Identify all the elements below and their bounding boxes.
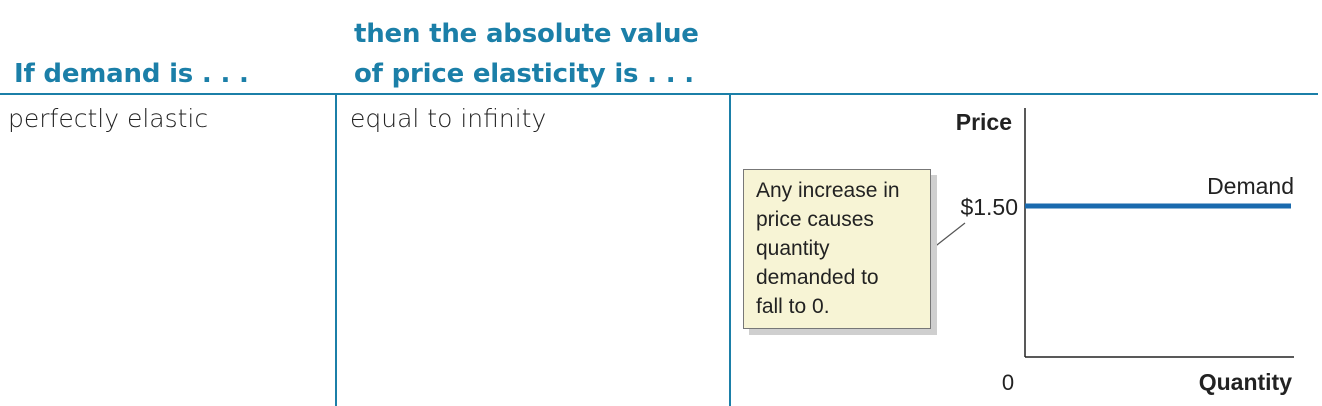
callout-line: price causes	[756, 208, 874, 231]
origin-label: 0	[1001, 370, 1015, 395]
callout-line: Any increase in	[756, 179, 900, 202]
demand-type-cell: perfectly elastic	[8, 104, 209, 133]
callout-note	[743, 169, 931, 329]
header-col-demand: If demand is . . .	[14, 59, 249, 89]
price-tick-label: $1.50	[960, 194, 1018, 220]
callout-line: demanded to	[756, 266, 879, 289]
demand-curve-label: Demand	[1207, 173, 1294, 199]
header-col-elasticity-line2: of price elasticity is . . .	[354, 59, 694, 89]
callout-pointer	[928, 223, 965, 252]
y-axis-label: Price	[955, 109, 1012, 135]
elasticity-cell: equal to infinity	[350, 104, 547, 133]
x-axis-label: Quantity	[1198, 369, 1292, 395]
callout-line: quantity	[756, 237, 830, 260]
header-col-elasticity-line1: then the absolute value	[354, 19, 699, 49]
callout-line: fall to 0.	[756, 295, 830, 318]
